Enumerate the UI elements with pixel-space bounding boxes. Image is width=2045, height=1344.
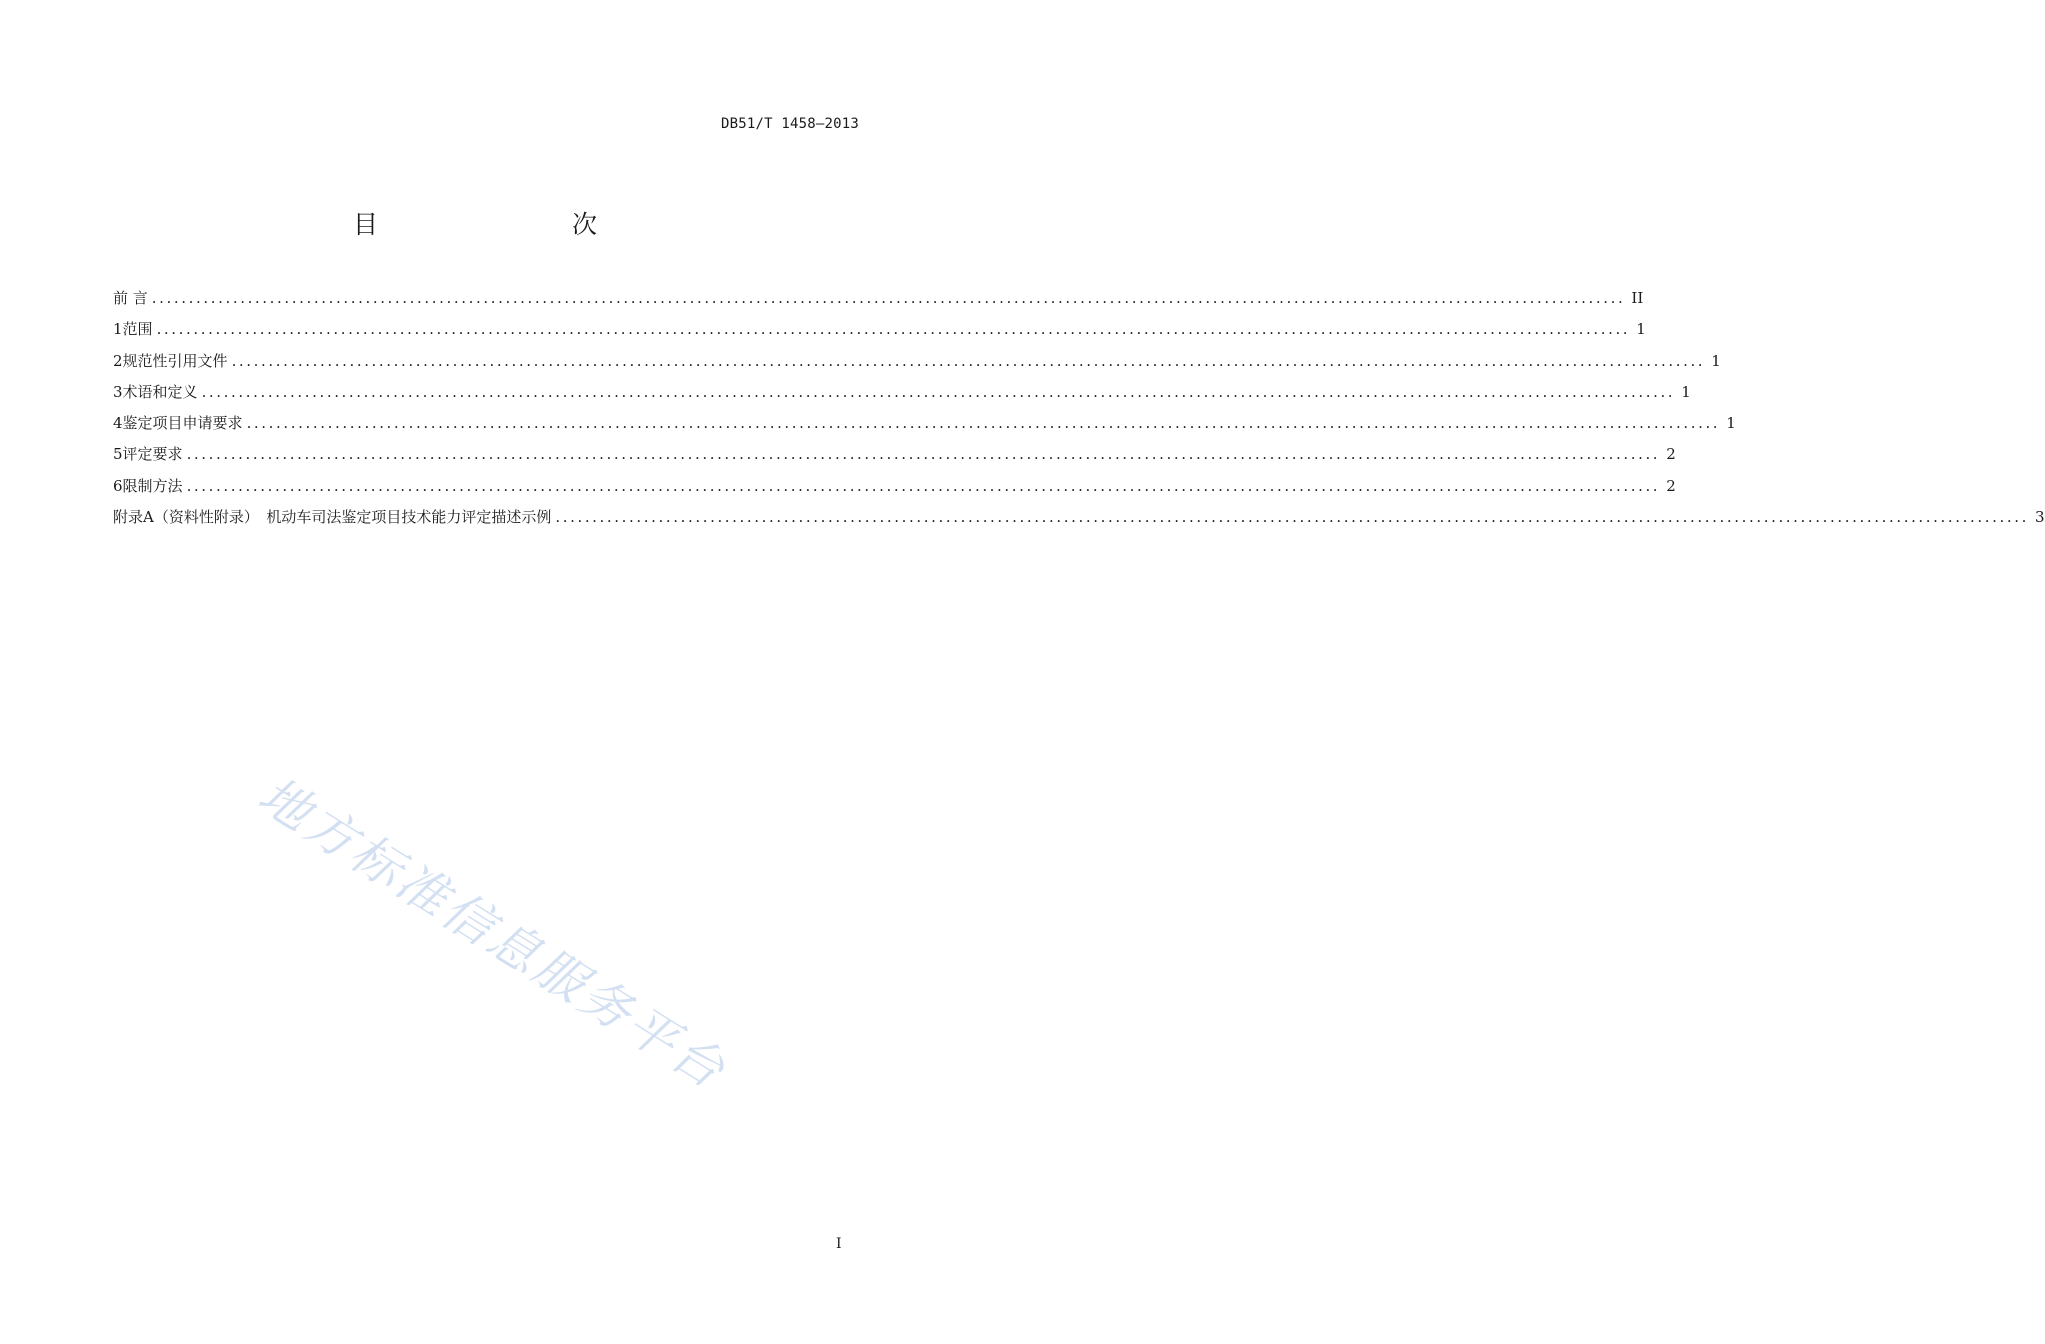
page-number: I — [836, 1236, 842, 1252]
toc-entry-appendix-a[interactable] — [113, 506, 2045, 537]
toc-leader-dots: ........................................................................................................................................................................................................ — [246, 414, 1721, 433]
toc-entry-application-requirements[interactable] — [113, 412, 1736, 443]
toc-entry-preface[interactable] — [113, 287, 1644, 318]
toc-entry-page: 3 — [2034, 508, 2045, 527]
toc-entry-label: 规范性引用文件 — [122, 351, 228, 370]
toc-entry-number: 6 — [113, 476, 123, 495]
toc-entry-label: 附录A（资料性附录） 机动车司法鉴定项目技术能力评定描述示例 — [113, 508, 552, 527]
toc-entry-assessment-requirements[interactable] — [113, 443, 1676, 474]
toc-entry-page: II — [1631, 289, 1644, 307]
toc-leader-dots: ........................................................................................................................................................................................................ — [156, 320, 1631, 339]
toc-entry-page: 2 — [1666, 445, 1676, 464]
toc-entry-number: 1 — [113, 320, 123, 339]
toc-leader-dots: ........................................................................................................................................................................................................ — [186, 476, 1661, 495]
toc-entry-label: 术语和定义 — [122, 382, 198, 401]
toc-entry-restriction-methods[interactable] — [113, 475, 1676, 506]
toc-entry-terms-definitions[interactable] — [113, 381, 1691, 412]
toc-entry-label: 范围 — [122, 320, 153, 339]
toc-entry-normative-references[interactable] — [113, 350, 1721, 381]
toc-leader-dots: ........................................................................................................................................................................................................ — [186, 445, 1661, 464]
toc-entry-scope[interactable] — [113, 318, 1646, 349]
toc-leader-dots: ........................................................................................................................................................................................................ — [555, 508, 2029, 527]
page-title: 目 次 — [352, 210, 645, 239]
table-of-contents — [113, 287, 2045, 537]
toc-entry-page: 2 — [1666, 476, 1676, 495]
watermark: 地方标准信息服务平台 — [248, 765, 738, 1102]
toc-entry-label: 评定要求 — [122, 445, 183, 464]
toc-leader-dots: ........................................................................................................................................................................................................ — [201, 382, 1676, 401]
toc-entry-label: 鉴定项目申请要求 — [122, 414, 243, 433]
toc-entry-label: 限制方法 — [122, 476, 183, 495]
toc-entry-page: 1 — [1711, 351, 1721, 370]
toc-entry-page: 1 — [1726, 414, 1736, 433]
toc-entry-number: 3 — [113, 382, 123, 401]
toc-entry-label: 前 言 — [113, 289, 148, 307]
toc-entry-number: 2 — [113, 351, 123, 370]
toc-leader-dots: ........................................................................................................................................................................................................ — [231, 351, 1706, 370]
toc-entry-page: 1 — [1681, 382, 1691, 401]
toc-leader-dots: ........................................................................................................................................................................................................ — [151, 289, 1626, 307]
toc-entry-page: 1 — [1636, 320, 1646, 339]
document-code: DB51/T 1458—2013 — [720, 116, 859, 132]
toc-entry-number: 4 — [113, 414, 123, 433]
toc-entry-number: 5 — [113, 445, 123, 464]
